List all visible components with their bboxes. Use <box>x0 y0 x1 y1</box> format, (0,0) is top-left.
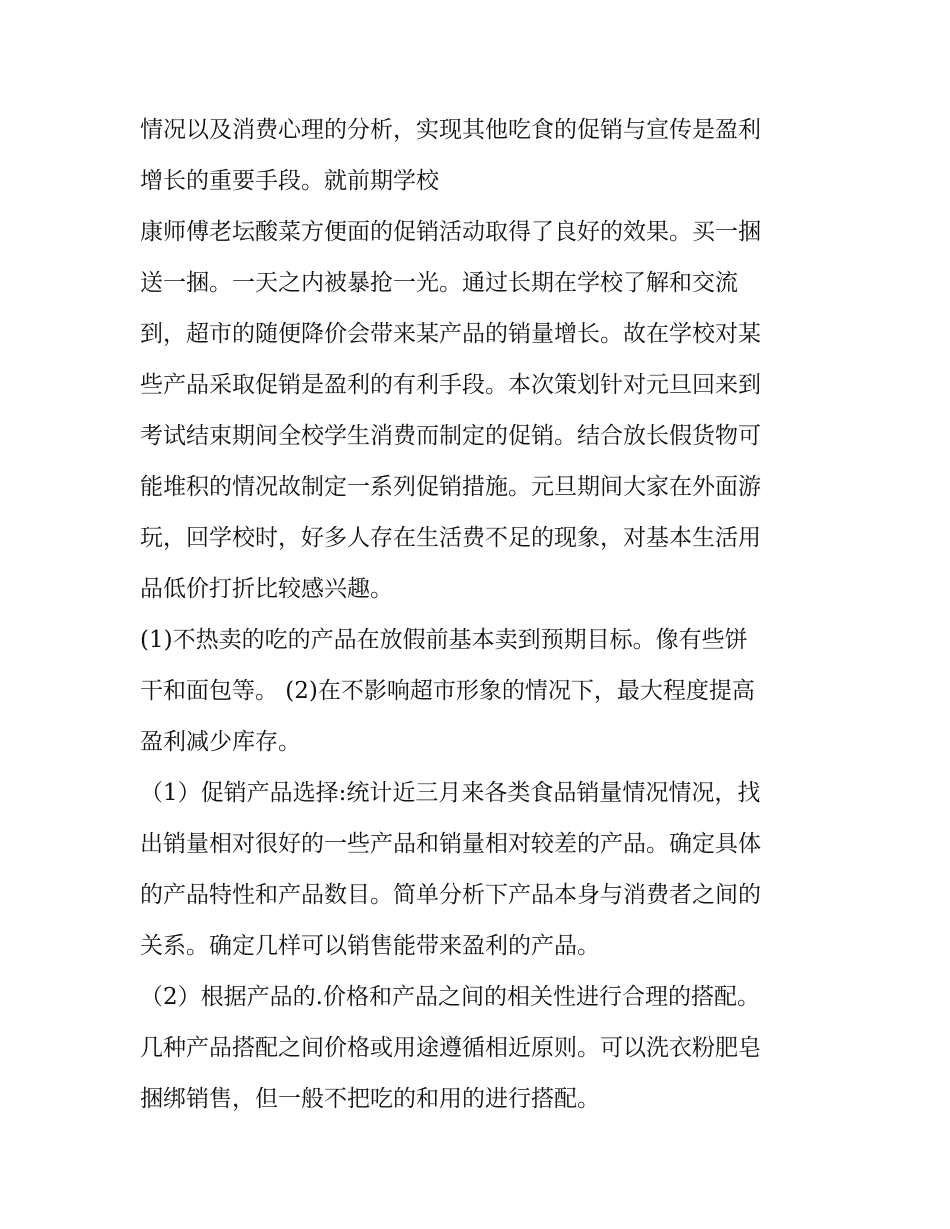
text-line: 干和面包等。 (2)在不影响超市形象的情况下，最大程度提高 <box>140 678 755 704</box>
text-line: 些产品采取促销是盈利的有利手段。本次策划针对元旦回来到 <box>140 372 761 398</box>
text-line: 品低价打折比较感兴趣。 <box>140 576 393 602</box>
text-line: 考试结束期间全校学生消费而制定的促销。结合放长假货物可 <box>140 423 761 449</box>
text-line: 增长的重要手段。就前期学校 <box>140 168 439 194</box>
text-line: 捆绑销售，但一般不把吃的和用的进行搭配。 <box>140 1086 600 1112</box>
text-line: 盈利减少库存。 <box>140 729 301 755</box>
text-line: 康师傅老坛酸菜方便面的促销活动取得了良好的效果。买一捆 <box>140 219 761 245</box>
text-line: （1）促销产品选择:统计近三月来各类食品销量情况情况，找 <box>140 780 761 806</box>
text-line: （2）根据产品的.价格和产品之间的相关性进行合理的搭配。 <box>140 984 760 1010</box>
text-line: 能堆积的情况故制定一系列促销措施。元旦期间大家在外面游 <box>140 474 761 500</box>
text-line: 的产品特性和产品数目。简单分析下产品本身与消费者之间的 <box>140 882 761 908</box>
text-line: 玩，回学校时，好多人存在生活费不足的现象，对基本生活用 <box>140 525 761 551</box>
text-line: (1)不热卖的吃的产品在放假前基本卖到预期目标。像有些饼 <box>140 627 748 653</box>
document-body <box>140 105 820 1125</box>
text-line: 到，超市的随便降价会带来某产品的销量增长。故在学校对某 <box>140 321 761 347</box>
text-line: 出销量相对很好的一些产品和销量相对较差的产品。确定具体 <box>140 831 761 857</box>
text-line: 情况以及消费心理的分析，实现其他吃食的促销与宣传是盈利 <box>140 117 761 143</box>
text-line: 几种产品搭配之间价格或用途遵循相近原则。可以洗衣粉肥皂 <box>140 1035 761 1061</box>
text-line: 送一捆。一天之内被暴抢一光。通过长期在学校了解和交流 <box>140 270 738 296</box>
text-line: 关系。确定几样可以销售能带来盈利的产品。 <box>140 933 600 959</box>
